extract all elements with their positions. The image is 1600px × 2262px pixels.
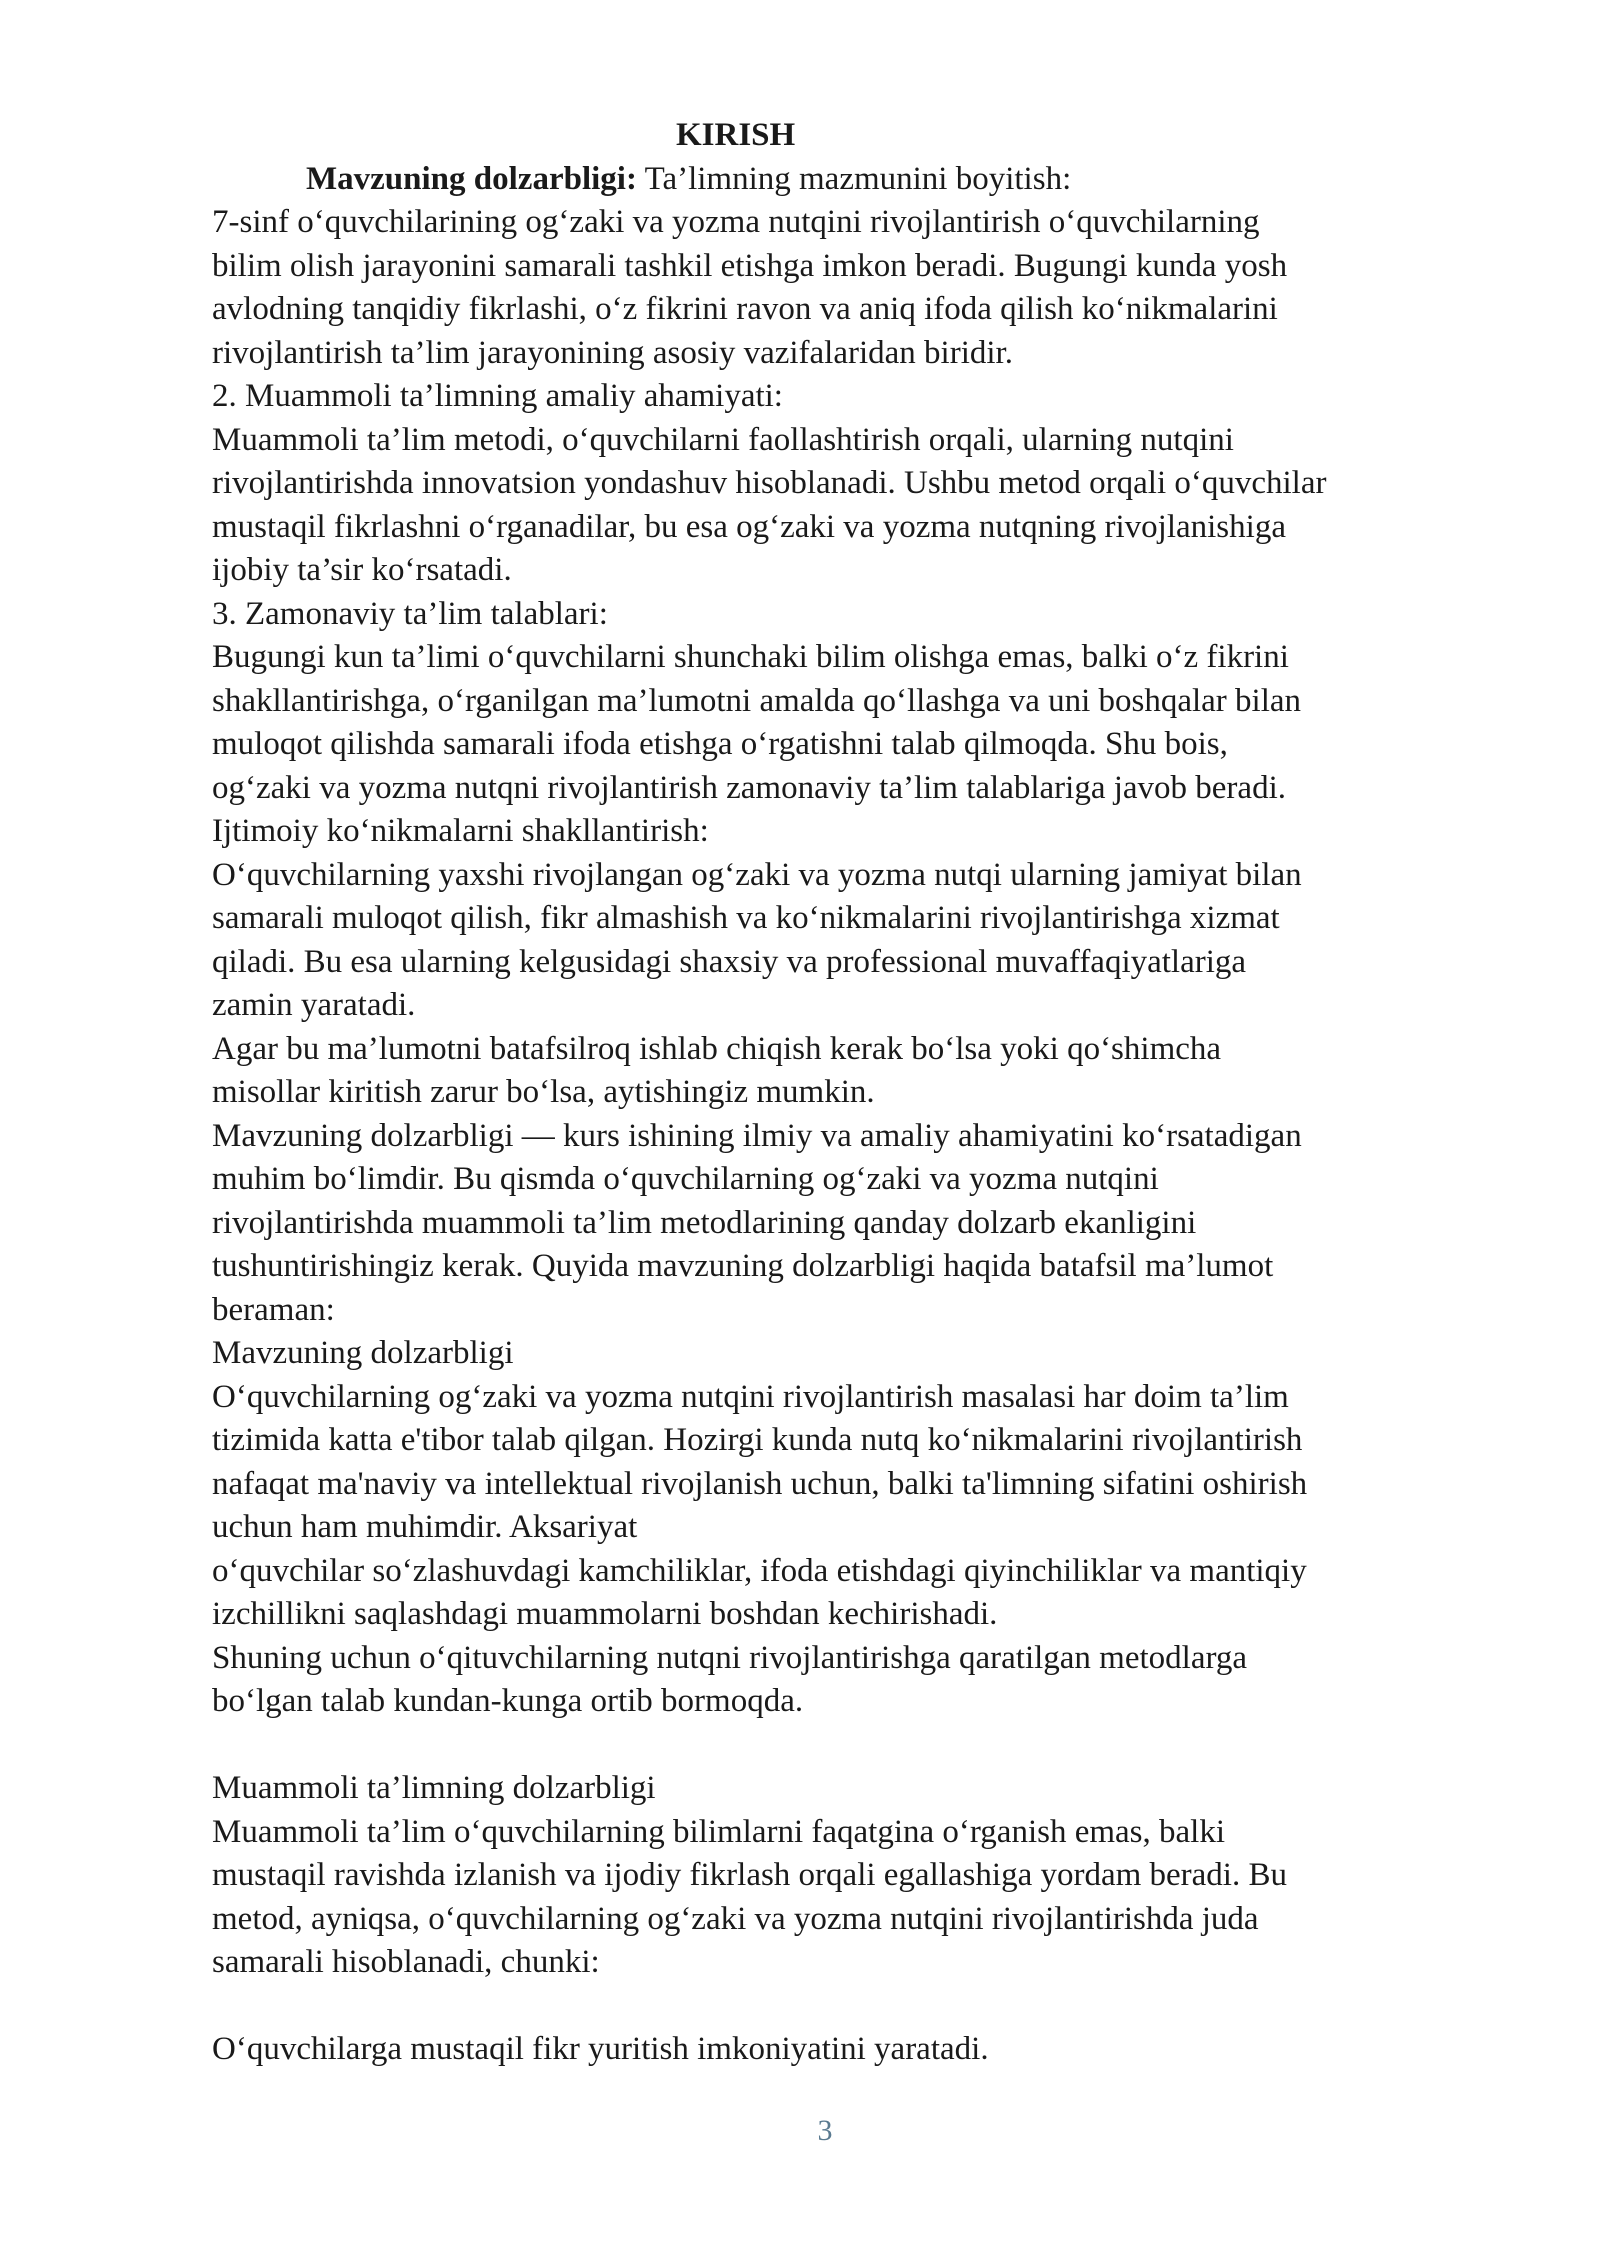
text-line: bilim olish jarayonini samarali tashkil etishga imkon beradi. Bugungi kunda yosh bbox=[212, 247, 1288, 284]
text-line: tizimida katta e'tibor talab qilgan. Hozirgi kunda nutq ko‘nikmalarini rivojlantirish bbox=[212, 1422, 1303, 1458]
text-line: bo‘lgan talab kundan-kunga ortib bormoqda. bbox=[212, 1683, 804, 1719]
text-line: rivojlantirishda innovatsion yondashuv hisoblanadi. Ushbu metod orqali o‘quvchilar bbox=[212, 465, 1327, 501]
text-line: Bugungi kun ta’limi o‘quvchilarni shunchaki bilim olishga emas, balki o‘z fikrini bbox=[212, 639, 1289, 675]
section-heading-bold: Mavzuning dolzarbligi: bbox=[306, 160, 637, 197]
text-line: Muammoli ta’lim o‘quvchilarning bilimlarni faqatgina o‘rganish emas, balki bbox=[212, 1813, 1225, 1850]
text-line: O‘quvchilarga mustaqil fikr yuritish imkoniyatini yaratadi. bbox=[212, 2031, 989, 2067]
text-line: 2. Muammoli ta’limning amaliy ahamiyati: bbox=[212, 378, 783, 414]
text-line: metod, ayniqsa, o‘quvchilarning og‘zaki va yozma nutqini rivojlantirishda juda bbox=[212, 1900, 1259, 1937]
blank-line bbox=[212, 1724, 1512, 1768]
blank-line bbox=[212, 1985, 1512, 2029]
text-line: misollar kiritish zarur bo‘lsa, aytishingiz mumkin. bbox=[212, 1074, 875, 1110]
text-line: Muammoli ta’limning dolzarbligi bbox=[212, 1770, 656, 1806]
text-line: 3. Zamonaviy ta’lim talablari: bbox=[212, 595, 608, 632]
text-line: izchillikni saqlashdagi muammolarni boshdan kechirishadi. bbox=[212, 1596, 998, 1632]
text-line: o‘quvchilar so‘zlashuvdagi kamchiliklar, ifoda etishdagi qiyinchiliklar va mantiqiy bbox=[212, 1552, 1307, 1589]
text-line: ijobiy ta’sir ko‘rsatadi. bbox=[212, 552, 512, 588]
text-line: mustaqil ravishda izlanish va ijodiy fikrlash orqali egallashiga yordam beradi. Bu bbox=[212, 1857, 1287, 1893]
text-line: O‘quvchilarning yaxshi rivojlangan og‘zaki va yozma nutqi ularning jamiyat bilan bbox=[212, 856, 1302, 893]
text-line: samarali muloqot qilish, fikr almashish va ko‘nikmalarini rivojlantirishga xizmat bbox=[212, 900, 1280, 936]
section-heading-rest: Ta’limning mazmunini boyitish: bbox=[636, 160, 1072, 197]
text-line: beraman: bbox=[212, 1291, 335, 1328]
text-line: muhim bo‘limdir. Bu qismda o‘quvchilarning og‘zaki va yozma nutqini bbox=[212, 1161, 1159, 1197]
text-line: tushuntirishingiz kerak. Quyida mavzuning dolzarbligi haqida batafsil ma’lumot bbox=[212, 1248, 1274, 1284]
text-line: 7-sinf o‘quvchilarining og‘zaki va yozma nutqini rivojlantirish o‘quvchilarning bbox=[212, 204, 1260, 240]
text-line: Agar bu ma’lumotni batafsilroq ishlab chiqish kerak bo‘lsa yoki qo‘shimcha bbox=[212, 1030, 1222, 1067]
document-body bbox=[212, 114, 1512, 2072]
text-line: qiladi. Bu esa ularning kelgusidagi shaxsiy va professional muvaffaqiyatlariga bbox=[212, 943, 1247, 980]
text-line: Ijtimoiy ko‘nikmalarni shakllantirish: bbox=[212, 813, 709, 849]
text-line: O‘quvchilarning og‘zaki va yozma nutqini rivojlantirish masalasi har doim ta’lim bbox=[212, 1378, 1289, 1415]
page-title: KIRISH bbox=[676, 117, 796, 153]
text-line: zamin yaratadi. bbox=[212, 987, 416, 1023]
text-line: muloqot qilishda samarali ifoda etishga o‘rgatishni talab qilmoqda. Shu bois, bbox=[212, 726, 1228, 762]
text-line: mustaqil fikrlashni o‘rganadilar, bu esa og‘zaki va yozma nutqning rivojlanishiga bbox=[212, 508, 1286, 545]
body-text bbox=[212, 201, 1512, 2072]
text-line: og‘zaki va yozma nutqni rivojlantirish zamonaviy ta’lim talablariga javob beradi. bbox=[212, 769, 1286, 806]
text-line: Mavzuning dolzarbligi — kurs ishining ilmiy va amaliy ahamiyatini ko‘rsatadigan bbox=[212, 1117, 1302, 1154]
text-line: samarali hisoblanadi, chunki: bbox=[212, 1944, 600, 1980]
page-number: 3 bbox=[817, 2114, 833, 2147]
text-line: Shuning uchun o‘qituvchilarning nutqni rivojlantirishga qaratilgan metodlarga bbox=[212, 1639, 1248, 1676]
text-line: Muammoli ta’lim metodi, o‘quvchilarni faollashtirish orqali, ularning nutqini bbox=[212, 421, 1234, 458]
text-line: nafaqat ma'naviy va intellektual rivojlanish uchun, balki ta'limning sifatini oshirish bbox=[212, 1465, 1308, 1502]
text-line: rivojlantirish ta’lim jarayonining asosiy vazifalaridan biridir. bbox=[212, 334, 1013, 371]
text-line: rivojlantirishda muammoli ta’lim metodlarining qanday dolzarb ekanligini bbox=[212, 1204, 1197, 1241]
text-line: uchun ham muhimdir. Aksariyat bbox=[212, 1509, 638, 1545]
section-heading bbox=[212, 158, 1512, 202]
text-line: avlodning tanqidiy fikrlashi, o‘z fikrini ravon va aniq ifoda qilish ko‘nikmalarini bbox=[212, 291, 1278, 327]
text-line: shakllantirishga, o‘rganilgan ma’lumotni amalda qo‘llashga va uni boshqalar bilan bbox=[212, 682, 1302, 719]
text-line: Mavzuning dolzarbligi bbox=[212, 1335, 514, 1371]
